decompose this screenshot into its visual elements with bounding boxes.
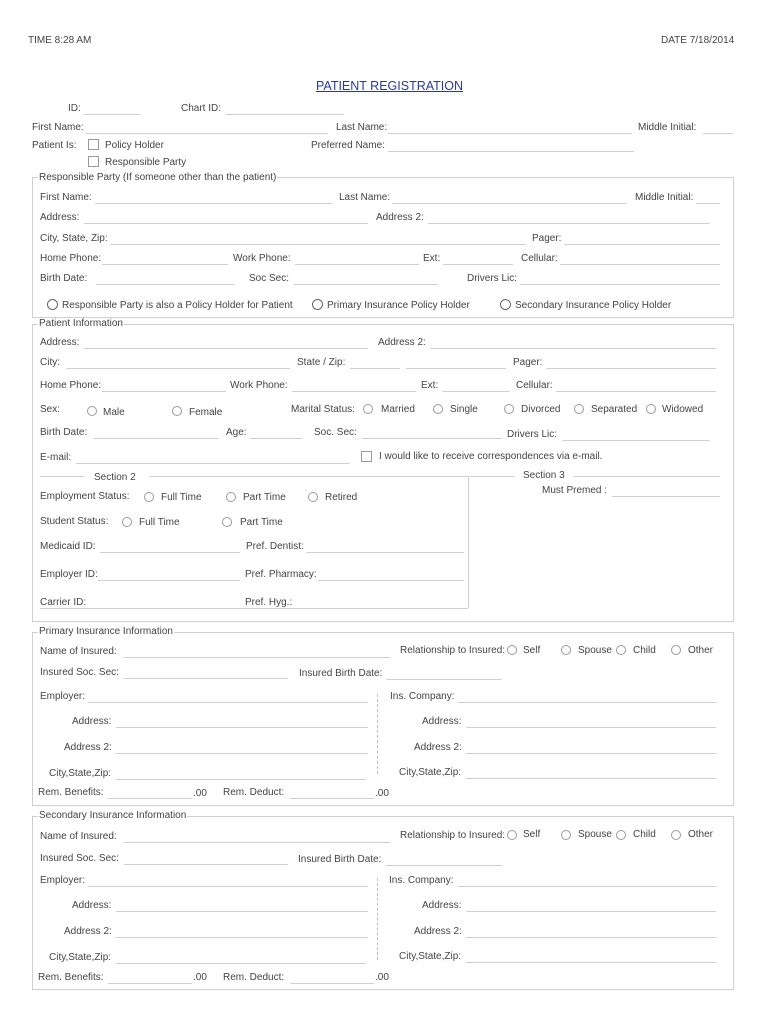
pt-cellular-field[interactable] [556,391,716,392]
student-full-time-label: Full Time [139,517,180,528]
marital-single-radio[interactable] [433,404,443,414]
pri-ins-csz-field[interactable] [466,778,716,779]
rp-soc-sec-label: Soc Sec: [249,273,290,284]
sec-ins-address2-label: Address 2: [414,926,462,937]
section2-rule-left [40,476,84,477]
section3-heading: Section 3 [523,470,565,481]
marital-divorced-radio[interactable] [504,404,514,414]
sec-relationship-label: Relationship to Insured: [400,830,506,841]
pri-rel-other-label: Other [688,645,714,656]
pri-rem-benefits-cents: .00 [193,788,207,799]
section2-rule-right [150,476,468,477]
rp-birth-date-label: Birth Date: [40,273,88,284]
last-name-field[interactable] [388,133,632,134]
pt-city-label: City: [40,357,60,368]
pri-employer-label: Employer: [40,691,86,702]
pri-rem-deduct-field[interactable] [290,798,374,799]
sec-rem-deduct-field[interactable] [290,983,374,984]
sec-rel-spouse-radio[interactable] [561,830,571,840]
rp-first-name-field[interactable] [95,203,332,204]
sec-employer-label: Employer: [40,875,86,886]
pt-soc-sec-field[interactable] [362,438,502,439]
sex-male-radio[interactable] [87,406,97,416]
pt-work-phone-label: Work Phone: [230,380,288,391]
sec-column-divider [377,878,378,960]
employment-retired-radio[interactable] [308,492,318,502]
pref-pharmacy-field[interactable] [318,580,464,581]
employment-part-time-label: Part Time [243,492,286,503]
pt-drivers-lic-field[interactable] [562,440,710,441]
student-full-time-radio[interactable] [122,517,132,527]
preferred-name-label: Preferred Name: [311,140,385,151]
chart-id-field[interactable] [226,114,344,115]
pri-column-divider [377,694,378,774]
preferred-name-field[interactable] [388,151,634,152]
secondary-insurance-header: Secondary Insurance Information [39,810,187,821]
must-premed-field[interactable] [612,496,720,497]
carrier-id-label: Carrier ID: [40,597,87,608]
primary-insurance-header: Primary Insurance Information [39,626,173,637]
rp-pager-label: Pager: [532,233,562,244]
employment-part-time-radio[interactable] [226,492,236,502]
pt-ext-field[interactable] [442,391,510,392]
sec-insured-soc-sec-field[interactable] [124,864,288,865]
sec-emp-address2-field[interactable] [116,937,368,938]
rp-home-phone-field[interactable] [102,264,228,265]
employer-id-label: Employer ID: [40,569,98,580]
marital-separated-label: Separated [591,404,638,415]
policy-holder-label: Policy Holder [105,140,164,151]
pri-ins-company-field[interactable] [458,702,716,703]
time-stamp: TIME 8:28 AM [28,35,92,46]
pri-rem-deduct-cents: .00 [375,788,389,799]
pt-birth-date-label: Birth Date: [40,427,88,438]
middle-initial-field[interactable] [703,133,733,134]
employment-retired-label: Retired [325,492,358,503]
sec-rel-child-radio[interactable] [616,830,626,840]
marital-divorced-label: Divorced [521,404,561,415]
rp-drivers-lic-label: Drivers Lic: [467,273,518,284]
pt-address-label: Address: [40,337,80,348]
pri-emp-csz-label: City,State,Zip: [49,768,112,779]
sex-male-label: Male [103,407,125,418]
email-opt-in-checkbox[interactable] [361,451,372,462]
sec-rel-spouse-label: Spouse [578,829,612,840]
pri-relationship-label: Relationship to Insured: [400,645,506,656]
pri-emp-address-field[interactable] [116,727,368,728]
pt-birth-date-field[interactable] [94,438,218,439]
policy-holder-checkbox[interactable] [88,139,99,150]
pref-dentist-label: Pref. Dentist: [246,541,304,552]
sec-rel-other-radio[interactable] [671,830,681,840]
sec-rem-benefits-field[interactable] [108,983,192,984]
rp-work-phone-label: Work Phone: [233,253,291,264]
pt-age-field[interactable] [250,438,302,439]
rp-home-phone-label: Home Phone: [40,253,102,264]
student-status-label: Student Status: [40,516,109,527]
pri-ins-address-field[interactable] [466,727,716,728]
rp-address2-field[interactable] [428,223,710,224]
sec-name-of-insured-label: Name of Insured: [40,831,117,842]
rp-also-policy-holder-label: Responsible Party is also a Policy Holder for Patient [62,300,293,311]
pri-ins-csz-label: City,State,Zip: [399,767,462,778]
pt-work-phone-field[interactable] [292,391,416,392]
sec-rel-other-label: Other [688,829,714,840]
pt-pager-label: Pager: [513,357,543,368]
sec-rel-child-label: Child [633,829,656,840]
marital-married-radio[interactable] [363,404,373,414]
pri-emp-address2-field[interactable] [116,753,368,754]
pri-insured-soc-sec-label: Insured Soc. Sec: [40,667,119,678]
sec-employer-field[interactable] [88,886,368,887]
pt-pager-field[interactable] [546,368,716,369]
rp-ext-field[interactable] [443,264,513,265]
pref-pharmacy-label: Pref. Pharmacy: [245,569,317,580]
sec-name-of-insured-field[interactable] [124,842,390,843]
pt-email-field[interactable] [76,463,350,464]
rp-last-name-field[interactable] [392,203,627,204]
section2-heading: Section 2 [94,472,136,483]
pri-rem-benefits-label: Rem. Benefits: [38,787,104,798]
sex-female-label: Female [189,407,223,418]
marital-single-label: Single [450,404,478,415]
rp-address2-label: Address 2: [376,212,424,223]
pt-address-field[interactable] [84,348,368,349]
sec-ins-address-field[interactable] [466,911,716,912]
sec-ins-csz-field[interactable] [466,962,716,963]
employment-full-time-label: Full Time [161,492,202,503]
rp-birth-date-field[interactable] [96,284,234,285]
rp-cellular-label: Cellular: [521,253,558,264]
rp-also-policy-holder-radio[interactable] [47,299,58,310]
rp-drivers-lic-field[interactable] [520,284,720,285]
employment-full-time-radio[interactable] [144,492,154,502]
rp-pager-field[interactable] [564,244,720,245]
pri-insured-soc-sec-field[interactable] [124,678,288,679]
sec-rem-benefits-cents: .00 [193,972,207,983]
pt-soc-sec-label: Soc. Sec: [314,427,357,438]
pri-rem-deduct-label: Rem. Deduct: [223,787,285,798]
pt-age-label: Age: [226,427,247,438]
section3-rule-right [574,476,720,477]
patient-information-header: Patient Information [39,318,123,329]
chart-id-label: Chart ID: [181,103,222,114]
rp-cellular-field[interactable] [560,264,720,265]
sec-ins-address-label: Address: [422,900,462,911]
rp-middle-initial-label: Middle Initial: [635,192,694,203]
page-title: PATIENT REGISTRATION [316,79,464,93]
first-name-field[interactable] [86,133,328,134]
section3-rule-left [470,476,514,477]
sec-rem-deduct-label: Rem. Deduct: [223,972,285,983]
pt-email-label: E-mail: [40,452,72,463]
responsible-party-header: Responsible Party (If someone other than the patient) [39,172,277,183]
rp-secondary-holder-label: Secondary Insurance Policy Holder [515,300,672,311]
pri-ins-address2-label: Address 2: [414,742,462,753]
pref-hyg-field[interactable] [292,608,464,609]
sex-female-radio[interactable] [172,406,182,416]
rp-soc-sec-field[interactable] [294,284,438,285]
pri-rel-self-label: Self [523,645,541,656]
pri-ins-company-label: Ins. Company: [390,691,455,702]
employer-id-field[interactable] [98,580,240,581]
pt-address2-label: Address 2: [378,337,426,348]
pt-sex-label: Sex: [40,404,61,415]
rp-work-phone-field[interactable] [295,264,419,265]
section2-right-border [468,476,469,608]
pref-dentist-field[interactable] [306,552,464,553]
student-part-time-radio[interactable] [222,517,232,527]
pt-ext-label: Ext: [421,380,439,391]
pt-state-field[interactable] [350,368,400,369]
rp-city-state-zip-field[interactable] [110,244,526,245]
id-label: ID: [68,103,81,114]
medicaid-id-field[interactable] [100,552,240,553]
sec-emp-address-field[interactable] [116,911,368,912]
pri-ins-address-label: Address: [422,716,462,727]
email-opt-in-label: I would like to receive correspondences via e-mail. [379,451,603,462]
medicaid-id-label: Medicaid ID: [40,541,96,552]
pri-emp-address-label: Address: [72,716,112,727]
pt-home-phone-field[interactable] [102,391,226,392]
rp-address-label: Address: [40,212,80,223]
pri-rel-child-radio[interactable] [616,645,626,655]
rp-city-state-zip-label: City, State, Zip: [40,233,108,244]
pt-home-phone-label: Home Phone: [40,380,102,391]
pri-rel-spouse-label: Spouse [578,645,612,656]
responsible-party-checkbox[interactable] [88,156,99,167]
pri-name-of-insured-label: Name of Insured: [40,646,117,657]
sec-emp-address-label: Address: [72,900,112,911]
pri-emp-csz-field[interactable] [116,779,366,780]
marital-widowed-radio[interactable] [646,404,656,414]
must-premed-label: Must Premed : [542,485,608,496]
rp-primary-holder-radio[interactable] [312,299,323,310]
pri-rel-self-radio[interactable] [507,645,517,655]
pri-rel-spouse-radio[interactable] [561,645,571,655]
sec-ins-company-field[interactable] [458,886,716,887]
sec-ins-csz-label: City,State,Zip: [399,951,462,962]
pri-ins-address2-field[interactable] [466,753,716,754]
rp-secondary-holder-radio[interactable] [500,299,511,310]
pri-name-of-insured-field[interactable] [124,657,390,658]
patient-is-label: Patient Is: [32,140,77,151]
marital-status-label: Marital Status: [291,404,355,415]
first-name-label: First Name: [32,122,84,133]
sec-insured-birth-date-field[interactable] [386,865,502,866]
pt-city-field[interactable] [66,368,290,369]
rp-ext-label: Ext: [423,253,441,264]
rp-middle-initial-field[interactable] [696,203,720,204]
rp-last-name-label: Last Name: [339,192,391,203]
marital-widowed-label: Widowed [662,404,704,415]
middle-initial-label: Middle Initial: [638,122,697,133]
id-field[interactable] [84,114,140,115]
pri-rel-other-radio[interactable] [671,645,681,655]
rp-address-field[interactable] [84,223,368,224]
last-name-label: Last Name: [336,122,388,133]
pri-emp-address2-label: Address 2: [64,742,112,753]
pt-address2-field[interactable] [430,348,716,349]
pt-drivers-lic-label: Drivers Lic: [507,429,558,440]
pt-state-zip-label: State / Zip: [297,357,346,368]
rp-first-name-label: First Name: [40,192,92,203]
pref-hyg-label: Pref. Hyg.: [245,597,293,608]
pri-employer-field[interactable] [88,702,368,703]
employment-status-label: Employment Status: [40,491,130,502]
sec-ins-address2-field[interactable] [466,937,716,938]
marital-married-label: Married [381,404,415,415]
sec-emp-csz-field[interactable] [116,963,366,964]
pri-rel-child-label: Child [633,645,656,656]
sec-insured-soc-sec-label: Insured Soc. Sec: [40,853,119,864]
date-stamp: DATE 7/18/2014 [661,35,735,46]
carrier-id-field [88,608,240,609]
responsible-party-label: Responsible Party [105,157,187,168]
pri-insured-birth-date-label: Insured Birth Date: [299,668,383,679]
student-part-time-label: Part Time [240,517,283,528]
sec-rel-self-label: Self [523,829,541,840]
rp-primary-holder-label: Primary Insurance Policy Holder [327,300,470,311]
sec-emp-csz-label: City,State,Zip: [49,952,112,963]
sec-rem-deduct-cents: .00 [375,972,389,983]
sec-rel-self-radio[interactable] [507,830,517,840]
pt-cellular-label: Cellular: [516,380,553,391]
sec-rem-benefits-label: Rem. Benefits: [38,972,104,983]
pri-insured-birth-date-field[interactable] [386,679,502,680]
pt-zip-field[interactable] [406,368,506,369]
sec-ins-company-label: Ins. Company: [389,875,454,886]
sec-insured-birth-date-label: Insured Birth Date: [298,854,382,865]
marital-separated-radio[interactable] [574,404,584,414]
sec-emp-address2-label: Address 2: [64,926,112,937]
pri-rem-benefits-field[interactable] [108,798,192,799]
